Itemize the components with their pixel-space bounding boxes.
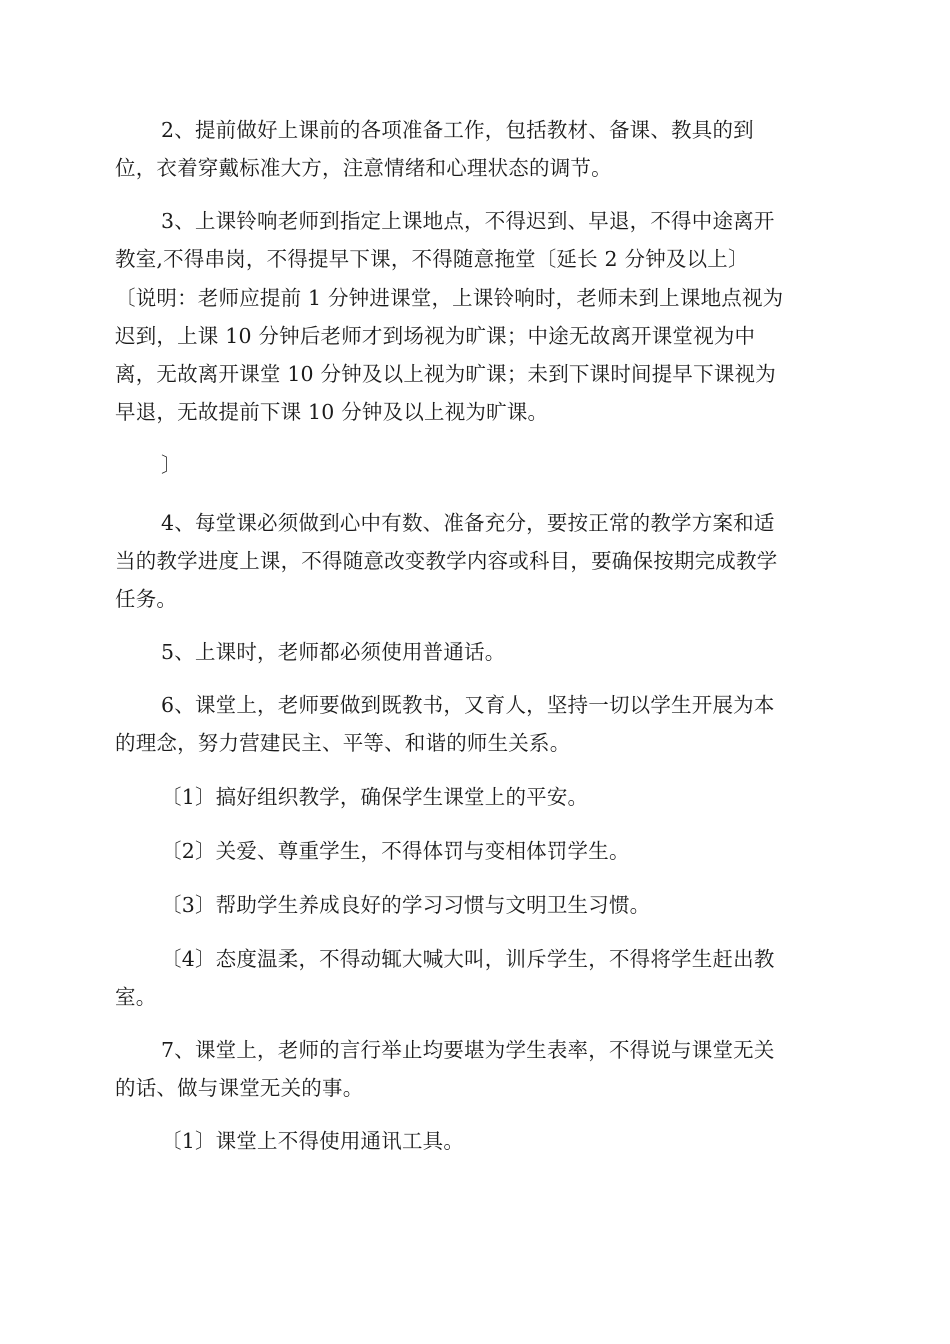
item-4-line-3: 任务。	[115, 587, 178, 611]
item-6-line-1: 6、课堂上，老师要做到既教书，又育人，坚持一切以学生开展为本	[161, 693, 775, 717]
item-3-note-line-1: 〔说明：老师应提前 1 分钟进课堂，上课铃响时，老师未到上课地点视为	[115, 286, 784, 310]
item-7-line-1: 7、课堂上，老师的言行举止均要堪为学生表率，不得说与课堂无关	[161, 1038, 775, 1062]
item-3-note-line-4: 早退，无故提前下课 10 分钟及以上视为旷课。	[115, 400, 549, 424]
item-3-note-line-2: 迟到，上课 10 分钟后老师才到场视为旷课；中途无故离开课堂视为中	[115, 324, 756, 348]
item-4-line-1: 4、每堂课必须做到心中有数、准备充分，要按正常的教学方案和适	[161, 511, 775, 535]
item-6-sub-2: 〔2〕关爱、尊重学生，不得体罚与变相体罚学生。	[161, 839, 630, 863]
item-3-note-line-3: 离，无故离开课堂 10 分钟及以上视为旷课；未到下课时间提早下课视为	[115, 362, 776, 386]
item-3-line-2: 教室,不得串岗，不得提早下课，不得随意拖堂〔延长 2 分钟及以上〕	[115, 247, 749, 271]
item-6-sub-3: 〔3〕帮助学生养成良好的学习习惯与文明卫生习惯。	[161, 893, 651, 917]
item-6-sub-4-line-2: 室。	[115, 985, 157, 1009]
item-6-sub-4-line-1: 〔4〕态度温柔，不得动辄大喊大叫，训斥学生，不得将学生赶出教	[161, 947, 775, 971]
item-4-line-2: 当的教学进度上课，不得随意改变教学内容或科目，要确保按期完成教学	[115, 549, 778, 573]
item-6-sub-1: 〔1〕搞好组织教学，确保学生课堂上的平安。	[161, 785, 589, 809]
item-5-line-1: 5、上课时，老师都必须使用普通话。	[161, 640, 506, 664]
item-7-line-2: 的话、做与课堂无关的事。	[115, 1076, 364, 1100]
item-6-line-2: 的理念，努力营建民主、平等、和谐的师生关系。	[115, 731, 571, 755]
item-2-line-1: 2、提前做好上课前的各项准备工作，包括教材、备课、教具的到	[161, 118, 754, 142]
item-3-line-1: 3、上课铃响老师到指定上课地点，不得迟到、早退，不得中途离开	[161, 209, 775, 233]
item-3-note-close: 〕	[161, 453, 182, 477]
item-7-sub-1: 〔1〕课堂上不得使用通讯工具。	[161, 1129, 465, 1153]
item-2-line-2: 位，衣着穿戴标准大方，注意情绪和心理状态的调节。	[115, 156, 612, 180]
